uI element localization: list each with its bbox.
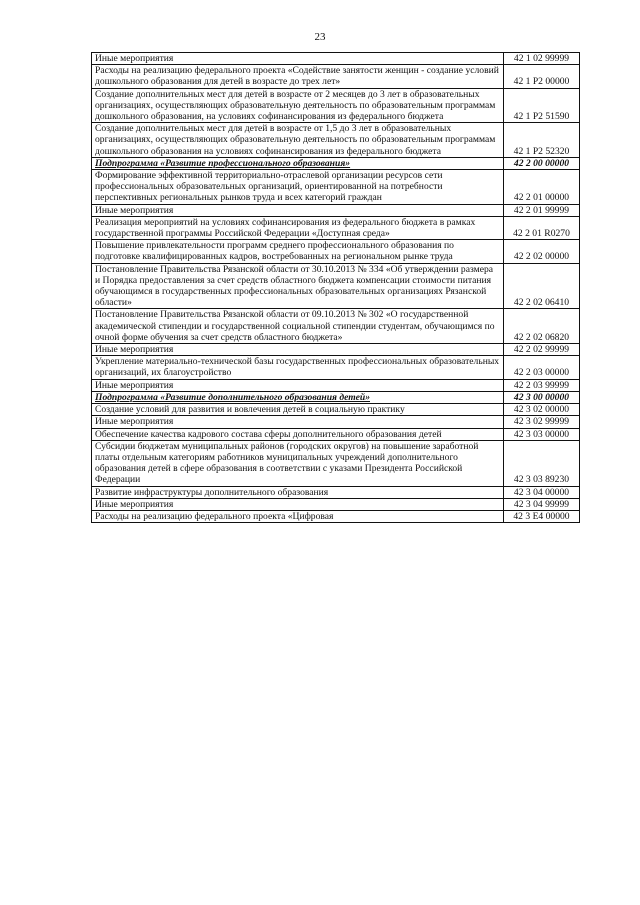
row-code: 42 3 E4 00000 bbox=[504, 510, 580, 522]
row-name: Иные мероприятия bbox=[92, 379, 504, 391]
row-name: Субсидии бюджетам муниципальных районов (городских округов) на повышение заработной платы отдельным категориям работников муниципальных учреждений дополнительного образования детей в сфере образования в соответствии с указами Президента Российской Федерации bbox=[92, 440, 504, 486]
row-name: Расходы на реализацию федерального проекта «Цифровая bbox=[92, 510, 504, 522]
row-code: 42 2 03 00000 bbox=[504, 356, 580, 379]
row-name: Подпрограмма «Развитие профессионального образования» bbox=[92, 157, 504, 169]
table-row bbox=[92, 416, 580, 428]
row-code: 42 2 01 R0270 bbox=[504, 216, 580, 239]
row-name: Постановление Правительства Рязанской области от 09.10.2013 № 302 «О государственной академической стипендии и государственной социальной стипендии студентам, обучающимся по очной форме обучения за счет средств областного бюджета» bbox=[92, 309, 504, 344]
row-code: 42 1 P2 52320 bbox=[504, 123, 580, 158]
table-row bbox=[92, 486, 580, 498]
row-code: 42 1 02 99999 bbox=[504, 53, 580, 65]
row-code: 42 3 04 00000 bbox=[504, 486, 580, 498]
row-name: Создание дополнительных мест для детей в возрасте от 2 месяцев до 3 лет в образовательных организациях, осуществляющих образовательную деятельность по образовательным программам дошкольного образования, на условиях софинансирования из федерального бюджета bbox=[92, 88, 504, 123]
row-code: 42 3 00 00000 bbox=[504, 391, 580, 403]
row-name: Иные мероприятия bbox=[92, 53, 504, 65]
row-name: Иные мероприятия bbox=[92, 204, 504, 216]
row-code: 42 2 03 99999 bbox=[504, 379, 580, 391]
budget-classification-table bbox=[91, 52, 580, 523]
row-code: 42 2 01 00000 bbox=[504, 170, 580, 205]
table-body bbox=[92, 53, 580, 523]
subprogram-row bbox=[92, 391, 580, 403]
table-row bbox=[92, 510, 580, 522]
table-row bbox=[92, 88, 580, 123]
table-row bbox=[92, 240, 580, 263]
row-code: 42 1 P2 51590 bbox=[504, 88, 580, 123]
subprogram-row bbox=[92, 157, 580, 169]
row-name: Иные мероприятия bbox=[92, 498, 504, 510]
row-code: 42 2 02 06410 bbox=[504, 263, 580, 309]
row-name: Постановление Правительства Рязанской области от 30.10.2013 № 334 «Об утверждении размера и Порядка предоставления за счет средств областного бюджета компенсации стоимости питания обучающимся в государственных профессиональных образовательных организациях Рязанской области» bbox=[92, 263, 504, 309]
row-code: 42 2 02 06820 bbox=[504, 309, 580, 344]
row-name: Формирование эффективной территориально-отраслевой организации ресурсов сети профессиональных образовательных организаций, ориентированной на потребности перспективных региональных рынков труда и всех категорий граждан bbox=[92, 170, 504, 205]
table-row bbox=[92, 356, 580, 379]
table-row bbox=[92, 344, 580, 356]
table-row bbox=[92, 53, 580, 65]
row-code: 42 3 03 00000 bbox=[504, 428, 580, 440]
table-row bbox=[92, 428, 580, 440]
row-name: Иные мероприятия bbox=[92, 344, 504, 356]
row-code: 42 2 01 99999 bbox=[504, 204, 580, 216]
row-name: Обеспечение качества кадрового состава сферы дополнительного образования детей bbox=[92, 428, 504, 440]
row-code: 42 3 03 89230 bbox=[504, 440, 580, 486]
row-name: Повышение привлекательности программ среднего профессионального образования по подготовке квалифицированных кадров, востребованных на региональном рынке труда bbox=[92, 240, 504, 263]
table-row bbox=[92, 204, 580, 216]
row-code: 42 3 02 00000 bbox=[504, 404, 580, 416]
row-name: Реализация мероприятий на условиях софинансирования из федерального бюджета в рамках государственной программы Российской Федерации «Доступная среда» bbox=[92, 216, 504, 239]
table-row bbox=[92, 498, 580, 510]
table-row bbox=[92, 263, 580, 309]
row-code: 42 3 02 99999 bbox=[504, 416, 580, 428]
row-code: 42 2 00 00000 bbox=[504, 157, 580, 169]
row-name: Расходы на реализацию федерального проекта «Содействие занятости женщин - создание условий дошкольного образования для детей в возрасте до трех лет» bbox=[92, 65, 504, 88]
row-name: Иные мероприятия bbox=[92, 416, 504, 428]
row-name: Подпрограмма «Развитие дополнительного образования детей» bbox=[92, 391, 504, 403]
table-row bbox=[92, 309, 580, 344]
row-code: 42 3 04 99999 bbox=[504, 498, 580, 510]
row-name: Создание дополнительных мест для детей в возрасте от 1,5 до 3 лет в образовательных организациях, осуществляющих образовательную деятельность по образовательным программам дошкольного образования на условиях софинансирования из федерального бюджета bbox=[92, 123, 504, 158]
table-row bbox=[92, 123, 580, 158]
row-code: 42 2 02 00000 bbox=[504, 240, 580, 263]
table-row bbox=[92, 65, 580, 88]
table-row bbox=[92, 404, 580, 416]
row-code: 42 1 P2 00000 bbox=[504, 65, 580, 88]
row-name: Развитие инфраструктуры дополнительного образования bbox=[92, 486, 504, 498]
table-row bbox=[92, 216, 580, 239]
page-number: 23 bbox=[314, 31, 326, 43]
row-name: Создание условий для развития и вовлечения детей в социальную практику bbox=[92, 404, 504, 416]
row-name: Укрепление материально-технической базы государственных профессиональных образовательных организаций, их благоустройство bbox=[92, 356, 504, 379]
table-row bbox=[92, 170, 580, 205]
row-code: 42 2 02 99999 bbox=[504, 344, 580, 356]
table-row bbox=[92, 379, 580, 391]
table-row bbox=[92, 440, 580, 486]
